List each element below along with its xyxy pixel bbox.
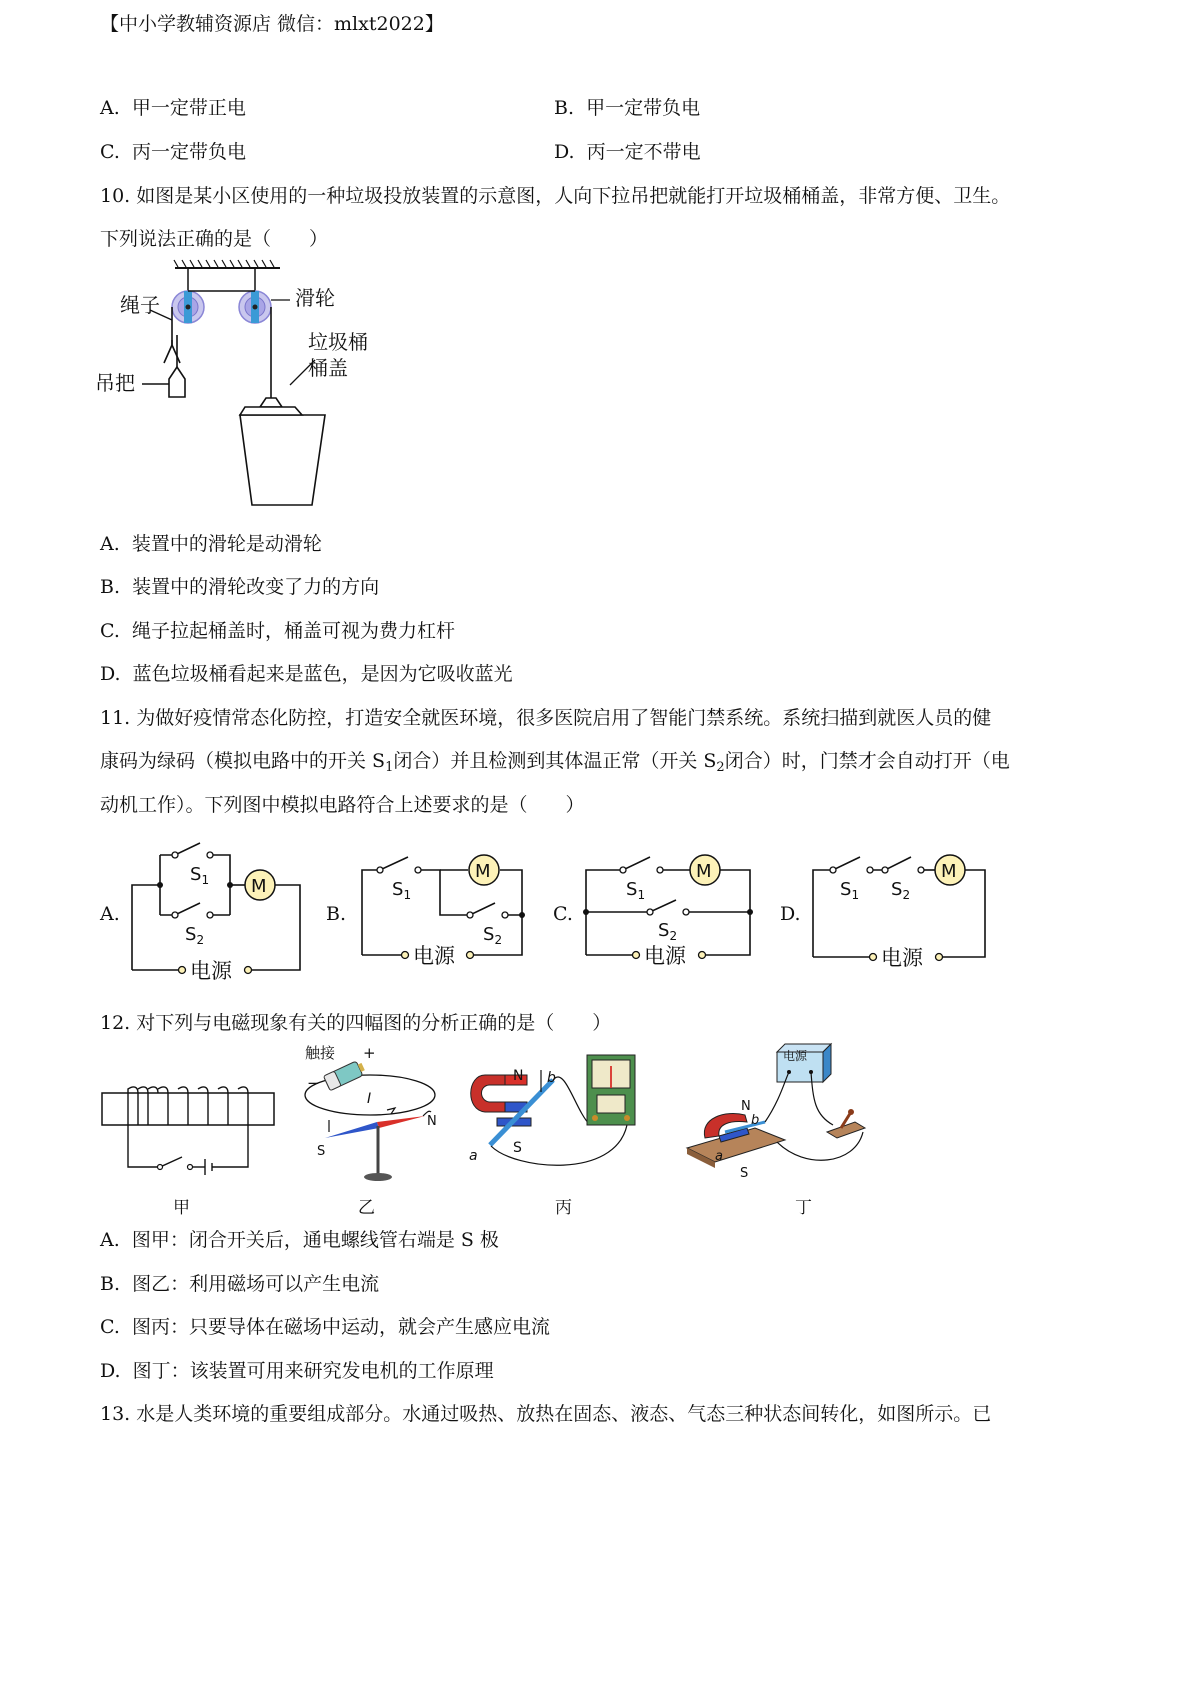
q11-sub2: 2 <box>716 760 725 775</box>
option-letter: D. <box>100 663 121 685</box>
q12-stem: 12. 对下列与电磁现象有关的四幅图的分析正确的是（ ） <box>100 1012 612 1034</box>
caption-ding: 丁 <box>795 1198 812 1218</box>
motor-label: M <box>475 861 491 882</box>
switch-s1-label: $S_1$ <box>840 879 860 902</box>
motor-label: M <box>941 861 957 882</box>
option-letter: D. <box>554 141 575 163</box>
ceiling-hatch <box>174 260 280 268</box>
q10-stem-line1: 10. 如图是某小区使用的一种垃圾投放装置的示意图，人向下拉吊把就能打开垃圾桶桶盖，非常方便、卫生。 <box>100 185 1011 207</box>
option-text: 蓝色垃圾桶看起来是蓝色，是因为它吸收蓝光 <box>132 663 513 685</box>
option-text: 图丙：只要导体在磁场中运动，就会产生感应电流 <box>131 1316 550 1338</box>
q11-stem-line2 <box>100 749 1010 780</box>
label-minus: − <box>307 1074 320 1092</box>
switch-s2-label: $S_2$ <box>185 924 205 947</box>
label-s: S <box>740 1166 749 1181</box>
galvanometer-icon <box>587 1055 635 1125</box>
switch-s2-label: $S_2$ <box>658 920 678 943</box>
option-letter: B. <box>554 97 575 119</box>
option-letter: D. <box>100 1360 121 1382</box>
circuit-c-letter[interactable]: C. <box>553 903 573 925</box>
power-source-label: 电源 <box>644 944 686 968</box>
power-source-label: 电源 <box>413 944 455 968</box>
switch-s2-label: $S_2$ <box>483 924 503 947</box>
label-b: b <box>751 1113 760 1128</box>
label-n: N <box>427 1114 437 1129</box>
q11-stem-line1: 11. 为做好疫情常态化防控，打造安全就医环境，很多医院启用了智能门禁系统。系统扫描到就医人员的健 <box>100 707 992 729</box>
q9-option-d[interactable] <box>554 140 701 164</box>
q11-line2-part-c: 闭合）时，门禁才会自动打开（电 <box>724 750 1010 772</box>
knife-switch-icon <box>827 1109 865 1138</box>
q12-option-c[interactable] <box>100 1315 550 1339</box>
circuit-a-letter[interactable]: A. <box>100 903 120 925</box>
label-s: S <box>317 1144 326 1159</box>
label-a: a <box>469 1148 478 1164</box>
option-letter: B. <box>100 576 121 598</box>
motor-label: M <box>251 876 267 897</box>
option-text: 装置中的滑轮改变了力的方向 <box>132 576 380 598</box>
option-text: 甲一定带负电 <box>586 97 701 119</box>
q10-option-a[interactable] <box>100 532 322 556</box>
circuit-c-diagram <box>578 835 768 985</box>
label-rope: 绳子 <box>120 293 160 317</box>
label-n: N <box>513 1068 524 1084</box>
q10-stem-line2: 下列说法正确的是（ ） <box>100 228 329 250</box>
compass-needle-icon <box>325 1116 425 1138</box>
option-text: 装置中的滑轮是动滑轮 <box>131 533 322 555</box>
q10-option-c[interactable] <box>100 619 455 643</box>
q11-line2-part-a: 康码为绿码（模拟电路中的开关 S <box>100 750 386 772</box>
fig-jia-solenoid <box>100 1075 280 1185</box>
option-text: 图乙：利用磁场可以产生电流 <box>132 1273 380 1295</box>
circuit-d-letter[interactable]: D. <box>780 903 801 925</box>
option-letter: A. <box>100 533 120 555</box>
q12-option-a[interactable] <box>100 1228 499 1252</box>
option-letter: A. <box>100 1229 120 1251</box>
switch-s1-label: $S_1$ <box>190 864 210 887</box>
q13-stem: 13. 水是人类环境的重要组成部分。水通过吸热、放热在固态、液态、气态三种状态间转化，如图所示。已 <box>100 1403 992 1425</box>
caption-jia: 甲 <box>173 1198 190 1218</box>
circuit-b-diagram <box>350 835 540 985</box>
label-current: I <box>367 1091 372 1107</box>
circuit-b-letter[interactable]: B. <box>326 903 347 925</box>
switch-s2-label: $S_2$ <box>891 879 911 902</box>
q11-sub1: 1 <box>385 760 394 775</box>
label-touch: 触接 <box>305 1044 336 1062</box>
option-text: 图丁：该装置可用来研究发电机的工作原理 <box>132 1360 494 1382</box>
option-text: 绳子拉起桶盖时，桶盖可视为费力杠杆 <box>131 620 455 642</box>
option-text: 丙一定不带电 <box>586 141 701 163</box>
handle-icon <box>169 367 185 397</box>
label-lid: 桶盖 <box>308 356 348 380</box>
pulley-right-icon <box>239 291 271 323</box>
fig-yi-oersted <box>295 1040 455 1190</box>
label-b: b <box>547 1070 556 1086</box>
caption-yi: 乙 <box>358 1198 375 1218</box>
option-text: 甲一定带正电 <box>131 97 246 119</box>
label-power-source: 电源 <box>783 1049 808 1063</box>
option-letter: B. <box>100 1273 121 1295</box>
trash-can-icon <box>240 398 325 505</box>
fig-ding-motor <box>685 1040 895 1185</box>
option-letter: A. <box>100 97 120 119</box>
label-handle: 吊把 <box>95 371 135 395</box>
q11-stem-line3: 动机工作）。下列图中模拟电路符合上述要求的是（ ） <box>100 794 585 816</box>
q10-option-d[interactable] <box>100 662 513 686</box>
switch-s1-label: $S_1$ <box>626 879 646 902</box>
fig-bing-induction <box>455 1050 655 1180</box>
q10-pulley-figure <box>90 255 410 525</box>
q9-option-b[interactable] <box>554 96 700 120</box>
option-letter: C. <box>100 620 120 642</box>
power-source-label: 电源 <box>881 946 923 970</box>
switch-s1-label: $S_1$ <box>392 879 412 902</box>
label-s: S <box>513 1140 522 1156</box>
label-pulley: 滑轮 <box>295 286 335 310</box>
option-letter: C. <box>100 141 120 163</box>
motor-label: M <box>696 861 712 882</box>
pulley-left-icon <box>172 291 204 323</box>
label-trash-can: 垃圾桶 <box>308 330 368 354</box>
caption-bing: 丙 <box>555 1198 572 1218</box>
circuit-d-diagram <box>805 835 1005 985</box>
battery-icon <box>323 1059 366 1090</box>
label-plus: + <box>363 1044 376 1062</box>
label-n: N <box>741 1099 751 1114</box>
power-source-label: 电源 <box>190 959 232 983</box>
option-text: 图甲：闭合开关后，通电螺线管右端是 S 极 <box>131 1229 499 1251</box>
q9-option-c[interactable] <box>100 140 246 164</box>
q11-line2-part-b: 闭合）并且检测到其体温正常（开关 S <box>393 750 717 772</box>
label-a: a <box>715 1149 723 1164</box>
q12-option-b[interactable] <box>100 1272 379 1296</box>
q12-option-d[interactable] <box>100 1359 494 1383</box>
option-letter: C. <box>100 1316 120 1338</box>
q9-option-a[interactable] <box>100 96 246 120</box>
option-text: 丙一定带负电 <box>131 141 246 163</box>
page-header: 【中小学教辅资源店 微信：mlxt2022】 <box>100 13 444 35</box>
circuit-a-diagram <box>120 835 310 985</box>
q10-option-b[interactable] <box>100 575 379 599</box>
